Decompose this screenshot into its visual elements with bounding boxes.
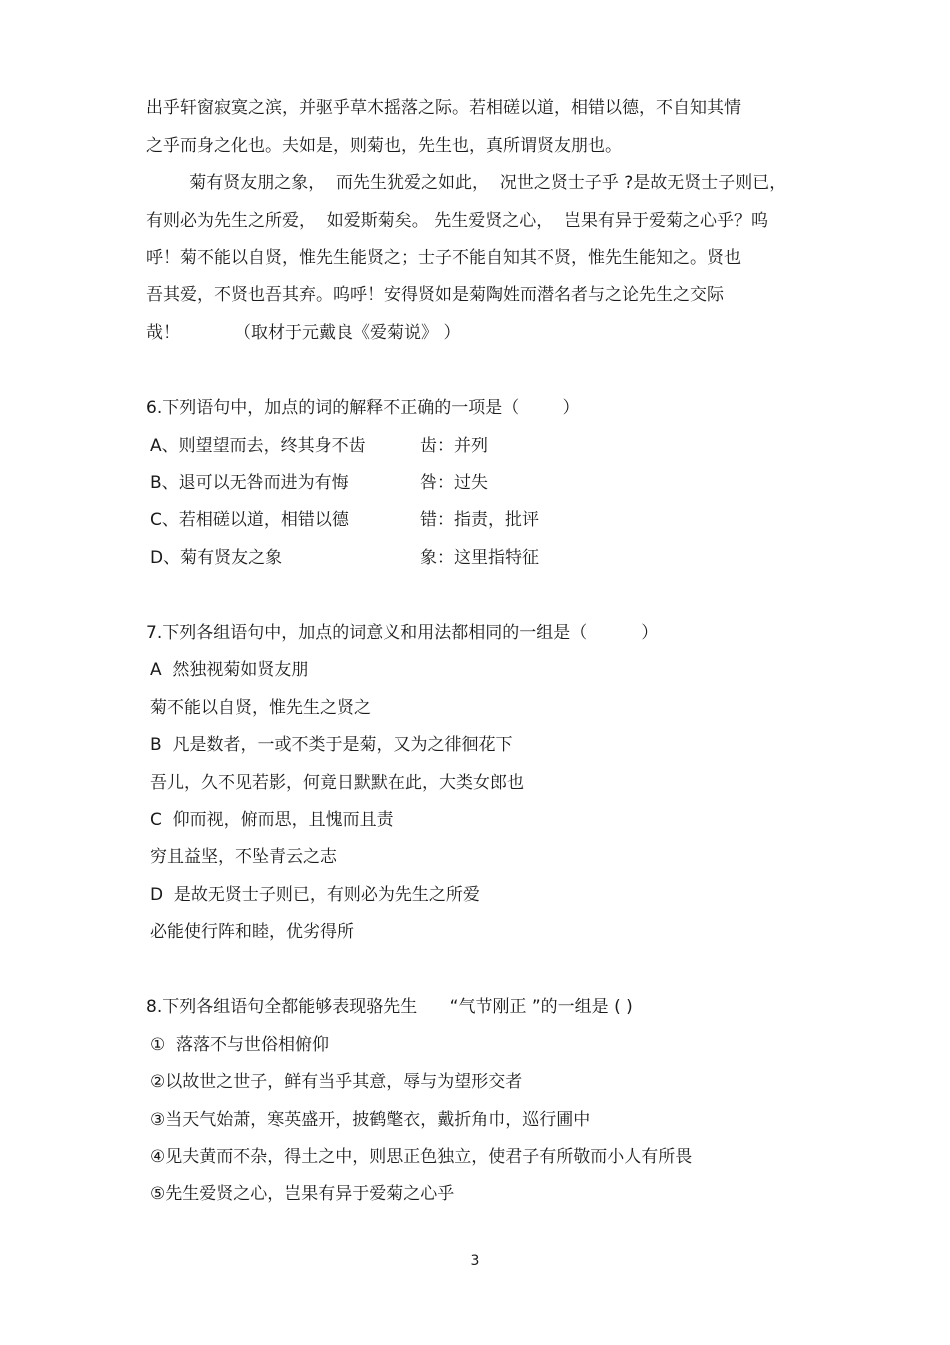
question-7-line: 吾儿，久不见若影，何竟日默默在此，大类女郎也 bbox=[150, 773, 524, 793]
passage-line: 出乎轩窗寂寞之滨，并驱乎草木摇落之际。若相磋以道，相错以德，不自知其情 bbox=[146, 98, 741, 118]
question-7-line: A 然独视菊如贤友朋 bbox=[150, 660, 309, 680]
question-7-line: C 仰而视，俯而思，且愧而且责 bbox=[150, 810, 394, 830]
passage-line: 之乎而身之化也。夫如是，则菊也，先生也，真所谓贤友朋也。 bbox=[146, 136, 622, 156]
question-7-line: D 是故无贤士子则已，有则必为先生之所爱 bbox=[150, 885, 480, 905]
passage-line: 呼！菊不能以自贤，惟先生能贤之；士子不能自知其不贤，惟先生能知之。贤也 bbox=[146, 248, 741, 268]
question-7-line: 必能使行阵和睦，优劣得所 bbox=[150, 922, 354, 942]
question-8-item: ③当天气始萧，寒英盛开，披鹤氅衣，戴折角巾，巡行圃中 bbox=[150, 1110, 591, 1130]
question-6-title: 6.下列语句中，加点的词的解释不正确的一项是（ ） bbox=[146, 398, 580, 418]
option-c-text: C、若相磋以道，相错以德 bbox=[150, 510, 349, 530]
question-8-item: ⑤先生爱贤之心，岂果有异于爱菊之心乎 bbox=[150, 1184, 455, 1204]
question-7-line: 菊不能以自贤，惟先生之贤之 bbox=[150, 698, 371, 718]
question-8-title: 8.下列各组语句全都能够表现骆先生 “气节刚正 ”的一组是 ( ) bbox=[146, 997, 633, 1017]
option-d-text: D、菊有贤友之象 bbox=[150, 548, 283, 568]
option-a-answer: 齿：并列 bbox=[420, 436, 488, 456]
option-b-answer: 咎：过失 bbox=[420, 473, 488, 493]
option-a-text: A、则望望而去，终其身不齿 bbox=[150, 436, 366, 456]
question-8-item: ① 落落不与世俗相俯仰 bbox=[150, 1035, 330, 1055]
passage-line: 菊有贤友朋之象， 而先生犹爱之如此， 况世之贤士子乎 ?是故无贤士子则已， bbox=[146, 173, 787, 193]
passage-line: 有则必为先生之所爱， 如爱斯菊矣。 先生爱贤之心， 岂果有异于爱菊之心乎？呜 bbox=[146, 211, 769, 231]
question-8-item: ②以故世之世子，鲜有当乎其意，辱与为望形交者 bbox=[150, 1072, 523, 1092]
question-8-item: ④见夫黄而不杂，得土之中，则思正色独立，使君子有所敬而小人有所畏 bbox=[150, 1147, 693, 1167]
option-d-answer: 象：这里指特征 bbox=[420, 548, 539, 568]
passage-line: 吾其爱，不贤也吾其弃。呜呼！安得贤如是菊陶姓而潜名者与之论先生之交际 bbox=[146, 285, 724, 305]
page-number: 3 bbox=[470, 1253, 480, 1269]
question-7-line: 穷且益坚，不坠青云之志 bbox=[150, 847, 337, 867]
question-7-line: B 凡是数者，一或不类于是菊，又为之徘徊花下 bbox=[150, 735, 513, 755]
passage-source-line: 哉！ （取材于元戴良《爱菊说》 ） bbox=[146, 323, 461, 343]
option-b-text: B、退可以无咎而进为有悔 bbox=[150, 473, 349, 493]
question-7-title: 7.下列各组语句中，加点的词意义和用法都相同的一组是（ ） bbox=[146, 623, 659, 643]
option-c-answer: 错：指责，批评 bbox=[420, 510, 539, 530]
